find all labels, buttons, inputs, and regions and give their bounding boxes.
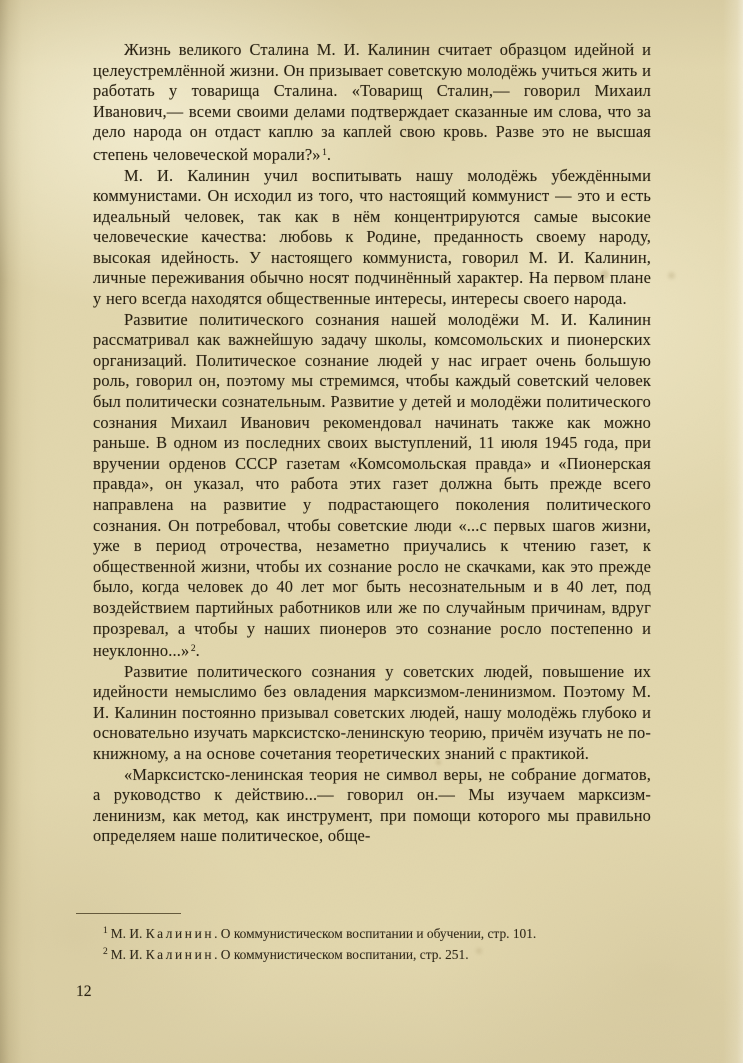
- paragraph-1: [93, 40, 651, 166]
- footnote-marker-2: 2: [103, 947, 108, 958]
- paragraph-2: [93, 166, 651, 310]
- paragraph-3: [93, 310, 651, 662]
- body-text-block: [93, 40, 651, 847]
- footnote-2-surname: Калинин: [145, 947, 215, 963]
- paragraph-1-tail: .: [326, 144, 332, 164]
- paragraph-3-text: Развитие политического сознания нашей молодёжи М. И. Калинин рассматривал как важнейшую задачу школы, комсомольских и пионерских организаций. Политическое сознание людей у нас играет очень большую роль, говорил он, поэтому мы стремимся, чтобы каждый советский человек был политически сознательным. Развитие у детей и молодёжи политического сознания Михаил Иванович рекомендовал начинать также как можно раньше. В одном из последних своих выступлений, 11 июля 1945 года, при вручении орденов СССР газетам «Комсомольская правда» и «Пионерская правда», он указал, что работа этих газет должна быть прежде всего направлена на развитие у подрастающего поколения политического сознания. Он потребовал, чтобы советские люди «...с первых шагов жизни, уже в период отрочества, незаметно приучались к чтению газет, к общественной жизни, чтобы их сознание росло не скачками, как это прежде было, когда человек до 40 лет мог быть несознательным и в 40 лет, под воздействием партийных работников или же по случайным причинам, вдруг прозревал, а чтобы у наших пионеров это сознание росло постепенно и неуклонно...»: [93, 309, 651, 661]
- footnote-ref-1[interactable]: 1: [322, 147, 327, 158]
- paragraph-4: [93, 662, 651, 765]
- page-number: 12: [76, 983, 92, 1000]
- paragraph-4-text: Развитие политического сознания у советских людей, повышение их идейности немыслимо без овладения марксизмом-ленинизмом. Поэтому М. И. Калинин постоянно призывал советских людей, нашу молодёжь глубоко и основательно изучать марксистско-ленинскую теорию, причём изучать не по-книжному, а на основе сочетания теоретических знаний с практикой.: [93, 661, 651, 764]
- footnote-2-initials: М. И.: [110, 947, 143, 963]
- footnote-ref-2[interactable]: 2: [190, 644, 196, 655]
- paragraph-1-text: Жизнь великого Сталина М. И. Калинин считает образцом идейной и целеустремлённой жизни. Он призывает советскую молодёжь учиться жить и работать у товарища Сталина. «Товарищ Сталин,— говорил Михаил Иванович,— всеми своими делами подтверждает сказанные им слова, что за дело народа он отдаст каплю за каплей свою кровь. Разве это не высшая степень человеческой морали?»: [93, 40, 651, 164]
- paper-smudge: [668, 272, 675, 279]
- paragraph-2-text: М. И. Калинин учил воспитывать нашу молодёжь убеждёнными коммунистами. Он исходил из того, что настоящий коммунист — это и есть идеальный человек, так как в нём концентрируются самые высокие человеческие качества: любовь к Родине, преданность своему народу, высокая идейность. У настоящего коммуниста, говорил М. И. Калинин, личные переживания обычно носят подчинённый характер. На первом плане у него всегда находятся общественные интересы, интересы своего народа.: [93, 165, 651, 309]
- paragraph-3-tail: .: [195, 641, 200, 661]
- footnote-item: [76, 943, 666, 964]
- paragraph-5: [93, 765, 651, 847]
- footnotes-block: [76, 922, 666, 965]
- footnote-1-initials: М. И.: [110, 926, 143, 942]
- footnote-1-text: . О коммунистическом воспитании и обучении, стр. 101.: [214, 926, 537, 942]
- footnote-marker-1: 1: [103, 926, 108, 936]
- footnote-1-surname: Калинин: [145, 926, 215, 942]
- footnote-separator-rule: [76, 913, 181, 914]
- footnote-item: [76, 922, 666, 943]
- footnote-2-text: . О коммунистическом воспитании, стр. 251.: [214, 947, 469, 963]
- paragraph-5-text: «Марксистско-ленинская теория не символ веры, не собрание догматов, а руководство к действию...— говорил он.— Мы изучаем марксизм-ленинизм, как метод, как инструмент, при помощи которого мы правильно определяем наше политическое, обще-: [93, 764, 651, 846]
